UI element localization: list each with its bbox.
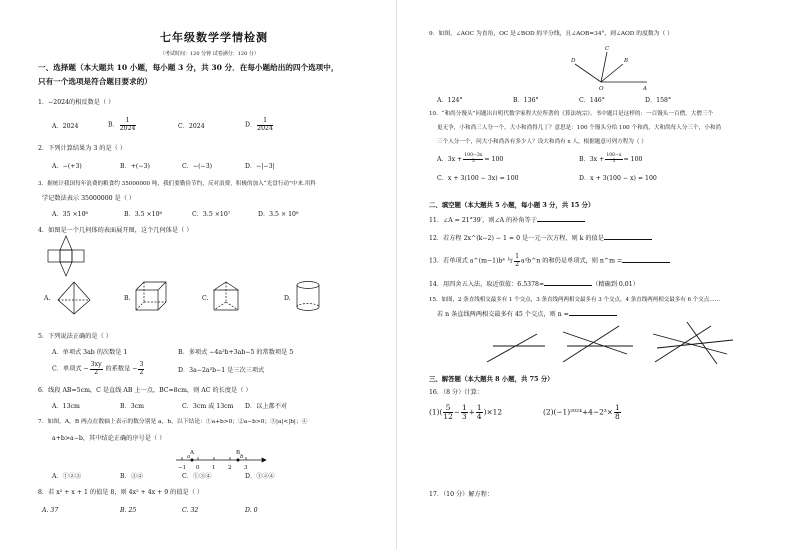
point-c-label: C [605, 46, 610, 52]
q5-option-a: A．单项式 3ab 的次数是 1 [52, 349, 128, 356]
q7-stem-line-2: a+b>a−b，其中结论正确的序号是（ ） [52, 435, 166, 442]
q5-option-b: B．多项式 −4a²b+3ab−5 的常数项是 5 [178, 349, 294, 356]
q10-option-d: D．x + 3(100 − x) = 100 [579, 175, 657, 182]
section-1-heading-line-2: 只有一个选项是符合题目要求的） [38, 77, 152, 86]
q3-stem-line-2: 学记数法表示 35000000 是（ ） [42, 195, 136, 202]
q16-part-2: (2)(−1)²⁰²⁴+4−2³× $\frac{1}{8}$ [543, 403, 620, 421]
q14-stem: 14．用四舍五入法，取近似值：6.5378≈ （精确到 0.01） [429, 281, 639, 288]
q8-stem: 8．若 x² + x + 1 的值是 8，则 4x² + 4x + 9 的值是（ ） [38, 489, 204, 496]
q4-net-diagram [44, 232, 104, 282]
q7-option-b: B．③④ [120, 473, 144, 480]
q7-option-a: A．①②③ [52, 473, 82, 480]
point-o-label: O [599, 86, 604, 92]
q1-option-d: D． $\frac{1}{2024}$ [245, 117, 273, 132]
q3-option-c: C．3.5 ×10⁷ [192, 211, 231, 218]
q8-option-b: B. 25 [120, 507, 137, 514]
q4-option-d-cylinder [294, 280, 324, 312]
q4-option-c-prism [212, 280, 248, 312]
q2-option-a: A．−(+3) [52, 163, 82, 170]
point-d-label: D [571, 58, 576, 64]
exam-info: （考试时间：120 分钟 试卷满分：120 分） [160, 51, 259, 57]
q10-option-a: A．3x + $\frac{100-3x}{3}$ = 100 [437, 153, 504, 164]
q5-stem: 5．下列说法正确的是（ ） [38, 333, 112, 340]
point-b-value: b [240, 454, 244, 460]
q8-option-a: A. 37 [42, 507, 59, 514]
q9-angle-diagram [571, 46, 653, 92]
q7-option-c: C．①③④ [182, 473, 212, 480]
axis-tick-minus1: −1 [178, 465, 187, 471]
q6-option-c: C．3cm 或 13cm [182, 403, 234, 410]
section-1-heading-line-1: 一、选择题（本大题共 10 小题，每小题 3 分，共 30 分．在每小题给出的四个选项中， [38, 63, 339, 72]
axis-tick-0: 0 [196, 465, 200, 471]
q2-option-b: B．+(−3) [120, 163, 150, 170]
q16-part-1: (1)( $\frac{5}{12}$ − $\frac{1}{3}$ + $\frac{1}{4}$ )×12 [429, 403, 503, 421]
q4-option-b: B. [124, 295, 131, 302]
q7-stem-line-1: 7．如图，A，B 两点在数轴上表示的数分别是 a，b，以下结论：①a+b>0；②a−b>0；③|a|<|b|；④ [38, 419, 308, 425]
point-a-label: A [643, 86, 647, 92]
q10-option-b: B．3x + $\frac{100-x}{3}$ = 100 [579, 153, 643, 164]
point-b-label: B [236, 450, 241, 456]
point-a-value: a [187, 454, 191, 460]
point-a-label: A [190, 450, 194, 456]
q3-stem-line-1: 3．据统计我国每年浪费的粮食约 35000000 吨，我们要勤俭节约，反对浪费，积极的加入“光盘行动”中来.用科 [38, 181, 317, 187]
q4-option-a: A. [44, 295, 51, 302]
axis-tick-2: 2 [228, 465, 232, 471]
q6-option-a: A．13cm [52, 403, 80, 410]
q2-stem: 2．下列计算结果为 3 的是（ ） [38, 145, 127, 152]
q6-stem: 6．线段 AB=5cm，C 是直线 AB 上一点，BC=8cm，则 AC 的长度是（ ） [38, 387, 252, 394]
q16-stem: 16．（8 分）计算： [429, 389, 483, 396]
q1-option-c: C．2024 [178, 123, 205, 130]
q5-option-d: D．3a−2a²b−1 是三次三项式 [178, 367, 265, 374]
q15-lines-diagram [487, 318, 747, 366]
q6-option-d: D．以上都不对 [245, 403, 288, 410]
section-3-heading: 三、解答题（本大题共 8 小题，共 75 分） [429, 375, 554, 383]
q6-option-b: B．3cm [120, 403, 145, 410]
q3-option-b: B．3.5 ×10⁶ [124, 211, 163, 218]
q4-option-a-solid [54, 280, 94, 316]
q15-stem-line-1: 15．如图，2 条直线相交最多有 1 个交点，3 条直线两两相交最多有 3 个交点，4 条直线两两相交最多有 6 个交点…… [429, 297, 721, 303]
q4-option-c: C. [202, 295, 209, 302]
q2-option-c: C．−(−3) [182, 163, 213, 170]
q4-option-b-cube [134, 280, 168, 312]
q8-option-d: D. 0 [245, 507, 258, 514]
page-title: 七年级数学学情检测 [160, 31, 268, 44]
axis-tick-3: 3 [244, 465, 248, 471]
q9-option-b: B．136° [513, 97, 539, 104]
q7-option-d: D．①②④ [245, 473, 275, 480]
q10-stem-line-1: 10．“和尚分馒头”问题出自明代数学家程大位所著的《算法统宗》，书中题目是这样的：一百馒头一百僧，大僧三个 [429, 111, 714, 117]
q3-option-a: A．35 ×10⁶ [52, 211, 89, 218]
q8-option-c: C. 32 [182, 507, 199, 514]
q9-stem: 9．如图，∠AOC 为直角，OC 是∠BOD 的平分线，且∠AOB=34°，则∠AOD 的度数为（ ） [429, 31, 673, 37]
q12-stem: 12．若方程 2x^(k−2) − 1 = 0 是一元一次方程，则 k 的值是 [429, 236, 652, 242]
q2-option-d: D．−|−3| [245, 163, 275, 170]
point-b-label: B [624, 58, 629, 64]
q1-option-a: A．2024 [52, 123, 79, 130]
q9-option-a: A．124° [437, 97, 463, 104]
axis-tick-1: 1 [212, 465, 216, 471]
q15-stem-line-2: 若 n 条直线两两相交最多有 45 个交点，则 n = [437, 312, 617, 318]
q7-number-line [176, 446, 266, 474]
q4-stem: 4．如图是一个几何体的表面展开图，这个几何体是（ ） [38, 227, 193, 234]
q3-option-d: D．3.5 × 10⁸ [258, 211, 299, 218]
q4-option-d: D. [284, 295, 291, 302]
q10-stem-line-3: 三个人分一个，问大小和尚各有多少人？设大和尚有 x 人，根据题意可列方程为（ ） [437, 139, 647, 145]
q5-option-c: C．单项式 − $\frac{3xy}{2}$ 的系数是 − $\frac{3}{2}$ [52, 361, 144, 376]
right-page [397, 0, 794, 549]
q1-option-b: B． $\frac{1}{2024}$ [108, 117, 136, 132]
q1-stem: 1．−2024的相反数是（ ） [38, 99, 115, 106]
q10-option-c: C．x + 3(100 − 3x) = 100 [437, 175, 519, 182]
q11-stem: 11．∠A = 21°39′，则∠A 的补角等于 [429, 218, 585, 224]
q10-stem-line-2: 更无争，小和尚三人分一个，大小和尚得几丁？意思是：100 个馒头分给 100 个和尚，大和尚每人分三个，小和尚 [437, 125, 722, 131]
q13-stem: 13．若单项式 a^(m−1)b⁴ 与 $\frac{1}{2}$ a²b^n 的和仍是单项式，则 n^m = [429, 254, 670, 268]
q17-stem: 17．（10 分）解方程： [429, 491, 494, 498]
q9-option-c: C．146° [579, 97, 605, 104]
section-2-heading: 二、填空题（本大题共 5 小题，每小题 3 分，共 15 分） [429, 201, 595, 209]
q9-option-d: D．158° [645, 97, 672, 104]
